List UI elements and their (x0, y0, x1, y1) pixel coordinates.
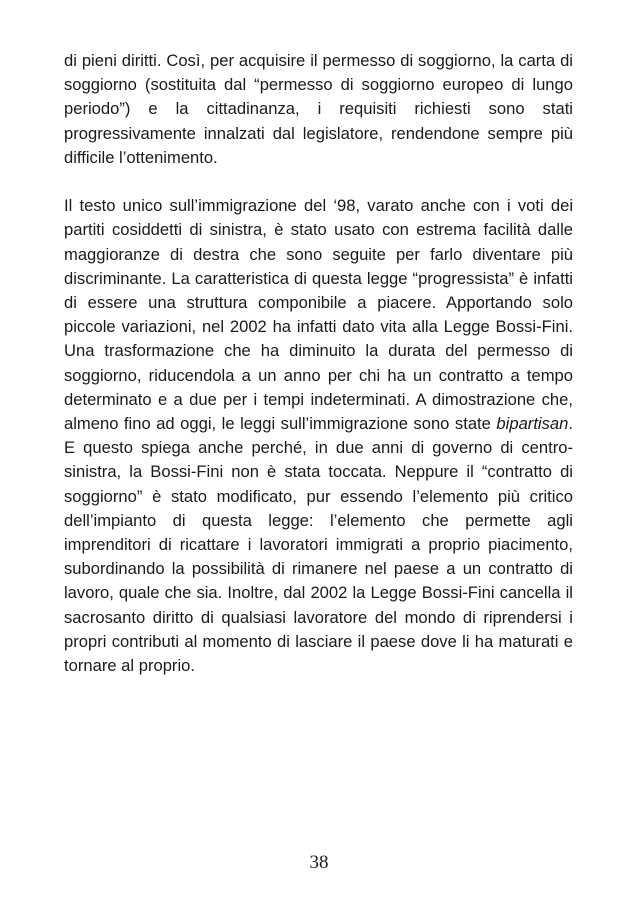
page-number: 38 (309, 852, 329, 873)
page-body (64, 49, 573, 678)
paragraph-2-text-start: Il testo unico sull’immigrazione del ‘98, varato anche con i voti dei partiti cosiddetti di sinistra, è stato usato con estrema facilità dalle maggioranze di destra che sono seguite per farlo diventare più discriminante. La caratteristica di questa legge “progressista” è infatti di essere una struttura componibile a piacere. Apportando solo piccole variazioni, nel 2002 ha infatti dato vita alla Legge Bossi-Fini. Una trasformazione che ha diminuito la durata del permesso di soggiorno, riducendola a un anno per chi ha un contratto a tempo determinato e a due per i tempi indeterminati. A dimostrazione che, almeno fino ad oggi, le leggi sull’immigrazione sono state (64, 196, 573, 434)
italic-term: bipartisan (496, 414, 569, 434)
paragraph-2-text-end: . E questo spiega anche perché, in due anni di governo di centro-sinistra, la Bossi-Fini non è stata toccata. Neppure il “contratto di soggiorno” è stato modificato, pur essendo l’elemento più critico dell’impianto di questa legge: l’elemento che permette agli imprenditori di ricattare i lavoratori immigrati a proprio piacimento, subordinando la possibilità di rimanere nel paese a un contratto di lavoro, quale che sia. Inoltre, dal 2002 la Legge Bossi-Fini cancella il sacrosanto diritto di qualsiasi lavoratore del mondo di riprendersi i propri contributi al momento di lasciare il paese dove li ha maturati e tornare al proprio. (64, 414, 573, 676)
paragraph-2 (64, 194, 573, 678)
paragraph-1: di pieni diritti. Così, per acquisire il permesso di soggiorno, la carta di soggiorno (sostituita dal “permesso di soggiorno europeo di lungo periodo”) e la cittadinanza, i requisiti richiesti sono stati progressivamente innalzati dal legislatore, rendendone sempre più difficile l’ottenimento. (64, 51, 573, 167)
